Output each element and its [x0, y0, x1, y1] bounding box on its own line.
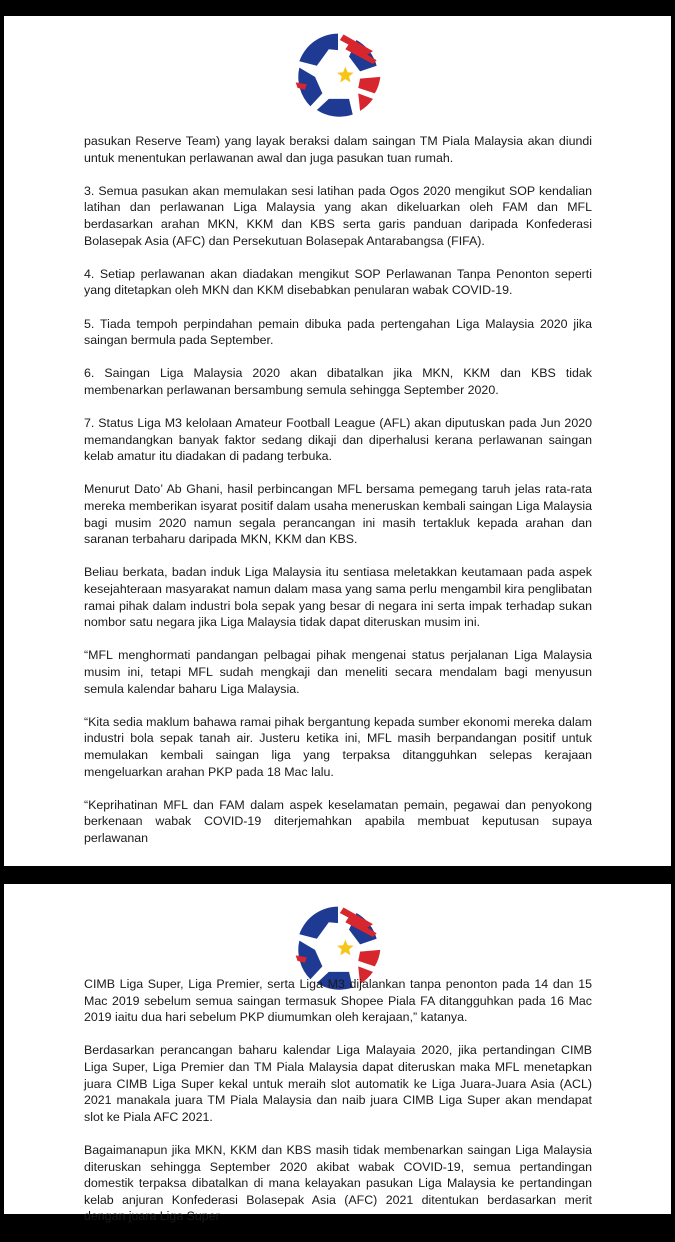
paragraph: CIMB Liga Super, Liga Premier, serta Liga M3 dijalankan tanpa penonton pada 14 dan 15 Mac 2019 sebelum semua saingan termasuk Shopee Piala FA ditangguhkan pada 16 Mac 2019 iaitu dua hari sebelum PKP diumumkan oleh kerajaan,” katanya. [84, 977, 592, 1025]
document-page-2 [4, 884, 671, 1224]
page-2-body [84, 976, 592, 1242]
paragraph: Berdasarkan perancangan baharu kalendar Liga Malayaia 2020, jika pertandingan CIMB Liga Super, Liga Premier dan TM Piala Malaysia dapat diteruskan maka MFL menetapkan juara CIMB Liga Super kekal untuk meraih slot automatik ke Liga Juara-Juara Asia (ACL) 2021 manakala juara TM Piala Malaysia dan naib juara CIMB Liga Super akan mendapat slot ke Piala AFC 2021. [84, 1043, 592, 1124]
paragraph: 7. Status Liga M3 kelolaan Amateur Football League (AFL) akan diputuskan pada Jun 2020 memandangkan banyak faktor sedang dikaji dan diperhalusi kerana perlawanan saingan kelab amatur itu diadakan di padang terbuka. [84, 416, 592, 464]
paragraph: 3. Semua pasukan akan memulakan sesi latihan pada Ogos 2020 mengikut SOP kendalian latihan dan perlawanan Liga Malaysia yang akan dikeluarkan oleh FAM dan MFL berdasarkan arahan MKN, KKM dan KBS serta garis panduan daripada Konfederasi Bolasepak Asia (AFC) dan Persekutuan Bolasepak Antarabangsa (FIFA). [84, 183, 592, 248]
paragraph: “Kita sedia maklum bahawa ramai pihak bergantung kepada sumber ekonomi mereka dalam industri bola sepak tanah air. Justeru ketika ini, MFL masih berpandangan positif untuk memulakan kembali saingan liga yang terpaksa ditangguhkan selepas kerajaan mengeluarkan arahan PKP pada 18 Mac lalu. [84, 714, 592, 779]
paragraph: pasukan Reserve Team) yang layak beraksi dalam saingan TM Piala Malaysia akan diundi untuk menentukan perlawanan awal dan juga pasukan tuan rumah. [84, 134, 592, 165]
paragraph: Beliau berkata, badan induk Liga Malaysia itu sentiasa meletakkan keutamaan pada aspek kesejahteraan masyarakat namun dalam masa yang sama perlu mengambil kira penglibatan ramai pihak dalam industri bola sepak yang besar di negara ini serta impak terhadap sukan nombor satu negara jika Liga Malaysia tidak dapat diteruskan musim ini. [84, 565, 592, 630]
paragraph: 6. Saingan Liga Malaysia 2020 akan dibatalkan jika MKN, KKM dan KBS tidak membenarkan perlawanan bersambung semula sehingga September 2020. [84, 366, 592, 397]
page-1-body [84, 133, 592, 863]
paragraph: Bagaimanapun jika MKN, KKM dan KBS masih tidak membenarkan saingan Liga Malaysia diteruskan sehingga September 2020 akibat wabak COVID-19, semua pertandingan domestik terpaksa dibatalkan di mana kelayakan pasukan Liga Malaysia ke pertandingan kelab anjuran Konfederasi Bolasepak Asia (AFC) 2021 ditentukan berdasarkan merit dengan juara Liga Super [84, 1142, 592, 1224]
paragraph: “Keprihatinan MFL dan FAM dalam aspek keselamatan pemain, pegawai dan penyokong berkenaan wabak COVID-19 diterjemahkan apabila membuat keputusan supaya perlawanan [84, 797, 592, 845]
document-page-1 [4, 16, 671, 866]
paragraph: Menurut Dato’ Ab Ghani, hasil perbincangan MFL bersama pemegang taruh jelas rata-rata mereka memberikan isyarat positif dalam usaha meneruskan kembali saingan Liga Malaysia bagi musim 2020 namun segala perancangan ini masih tertakluk kepada arahan dan saranan terbaharu daripada MKN, KKM dan KBS. [84, 482, 592, 547]
paragraph: 4. Setiap perlawanan akan diadakan mengikut SOP Perlawanan Tanpa Penonton seperti yang ditetapkan oleh MKN dan KKM disebabkan penularan wabak COVID-19. [84, 266, 592, 298]
paragraph: 5. Tiada tempoh perpindahan pemain dibuka pada pertengahan Liga Malaysia 2020 jika saingan bermula pada September. [84, 316, 592, 348]
paragraph: “MFL menghormati pandangan pelbagai pihak mengenai status perjalanan Liga Malaysia musim ini, tetapi MFL sudah mengkaji dan meneliti secara mendalam bagi menyusun semula kalendar baharu Liga Malaysia. [84, 648, 592, 696]
football-logo-icon [292, 29, 384, 121]
